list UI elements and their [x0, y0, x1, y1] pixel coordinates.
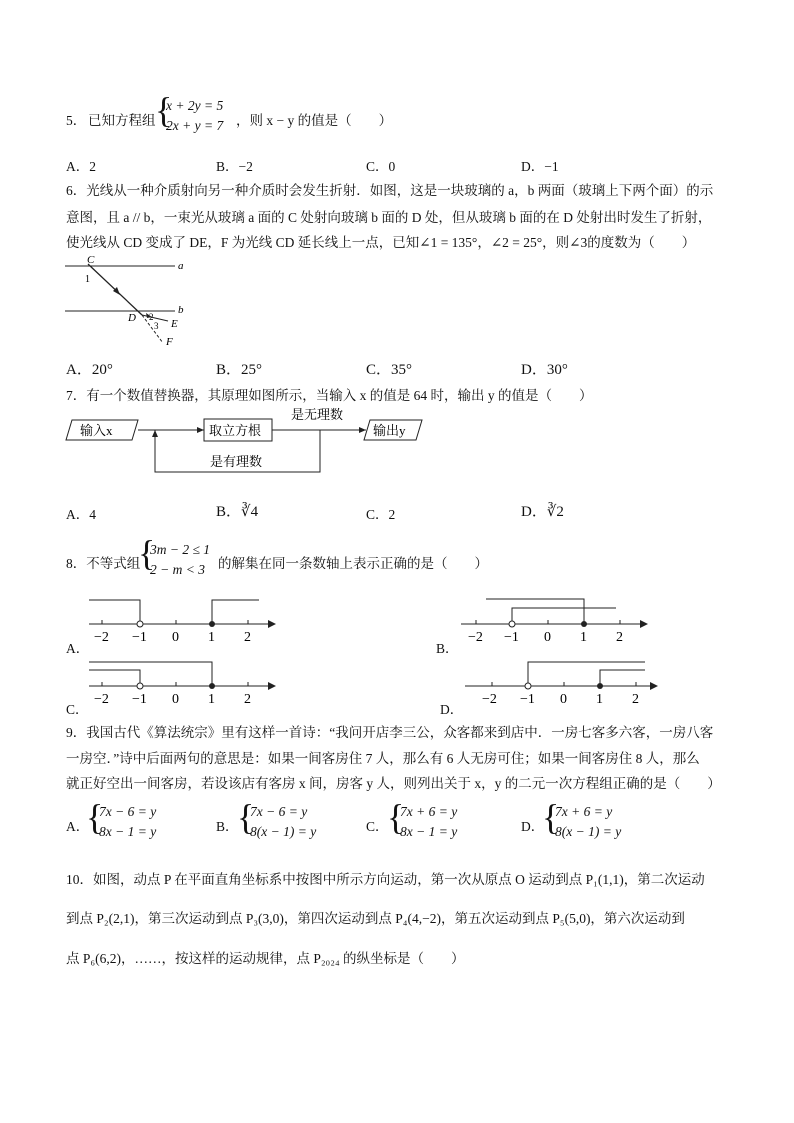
axis-arrow-icon: [650, 682, 658, 690]
q7-option-b[interactable]: B．∛4: [216, 504, 259, 520]
q8-number-line-d[interactable]: [460, 656, 670, 712]
q10-line-3: 点 P₆(6,2)，……，按这样的运动规律，点 P₂₀₂₄ 的纵坐标是（ ）: [66, 951, 465, 966]
svg-text:0: 0: [172, 692, 179, 707]
q8-option-d-label[interactable]: D．: [440, 702, 464, 717]
q6-line-2: 意图，且 a // b，一束光从玻璃 a 面的 C 处射向玻璃 b 面的 D 处，但从玻璃 b 面的在 D 处射出时发生了折射，: [66, 210, 712, 225]
q6-option-d[interactable]: D．30°: [521, 362, 568, 378]
axis-arrow-icon: [268, 682, 276, 690]
q7-option-a[interactable]: A．4: [66, 507, 96, 522]
svg-text:−2: −2: [94, 630, 109, 645]
q9-option-b[interactable]: [250, 802, 316, 842]
q9-a-eq1: 7x − 6 = y: [99, 804, 157, 819]
label-angle-2: 2: [149, 312, 154, 322]
q8-question: 的解集在同一条数轴上表示正确的是（ ）: [218, 556, 488, 571]
q8-eq1: 3m − 2 ≤ 1: [150, 542, 211, 557]
q9-option-d[interactable]: [555, 802, 621, 842]
axis-arrow-icon: [268, 620, 276, 628]
q9-d-eq1: 7x + 6 = y: [555, 804, 613, 819]
rational-label: 是有理数: [210, 454, 263, 469]
q10-line-2: 到点 P₂(2,1)，第三次运动到点 P₃(3,0)，第四次运动到点 P₄(4,−2)，第五次运动到点 P₅(5,0)，第六次运动到: [66, 911, 685, 926]
q10-line-1: 10．如图，动点 P 在平面直角坐标系中按图中所示方向运动，第一次从原点 O 运动到点 P₁(1,1)，第二次运动: [66, 872, 705, 887]
q8-eq2: 2 − m < 3: [150, 562, 205, 577]
q8-system: [150, 540, 210, 580]
svg-text:2: 2: [244, 692, 251, 707]
irrational-label: 是无理数: [291, 407, 344, 422]
svg-text:0: 0: [544, 630, 551, 645]
label-a: a: [178, 260, 184, 272]
q8-number-line-a[interactable]: [84, 594, 284, 650]
q6-line-1: 6．光线从一种介质射向另一种介质时会发生折射．如图，这是一块玻璃的 a，b 两面（玻璃上下两个面）的示: [66, 183, 714, 198]
q5-prompt: 已知方程组: [88, 113, 156, 128]
q9-option-c[interactable]: [400, 802, 457, 842]
label-f: F: [166, 336, 173, 348]
q8-number-line-b[interactable]: [456, 594, 656, 650]
svg-text:−2: −2: [482, 692, 497, 707]
q9-line-2: 一房空．”诗中后面两句的意思是：如果一间客房住 7 人，那么有 6 人无房可住；如果一间客房住 8 人，那么: [66, 751, 700, 766]
q7-question: 7．有一个数值替换器，其原理如图所示，当输入 x 的值是 64 时，输出 y 的值是（ ）: [66, 388, 593, 403]
q9-b-eq2: 8(x − 1) = y: [250, 824, 317, 839]
svg-text:0: 0: [560, 692, 567, 707]
process-label: 取立方根: [209, 423, 262, 438]
label-b: b: [178, 304, 184, 316]
label-angle-3: 3: [154, 321, 159, 331]
svg-text:1: 1: [208, 630, 215, 645]
q9-d-brace: {: [542, 797, 560, 837]
q6-line-3: 使光线从 CD 变成了 DE，F 为光线 CD 延长线上一点，已知∠1 = 135°，∠2 = 25°，则∠3的度数为（ ）: [66, 235, 696, 250]
q5-brace: {: [155, 90, 173, 130]
label-angle-1: 1: [85, 274, 90, 285]
q9-c-brace: {: [387, 797, 405, 837]
svg-text:−2: −2: [94, 692, 109, 707]
q9-line-3: 就正好空出一间客房，若设该店有客房 x 间，房客 y 人，则列出关于 x，y 的二元一次方程组正确的是（ ）: [66, 776, 721, 791]
svg-text:−1: −1: [132, 692, 147, 707]
q5-option-b[interactable]: B．−2: [216, 159, 253, 174]
q9-a-eq2: 8x − 1 = y: [99, 824, 157, 839]
svg-text:−1: −1: [504, 630, 519, 645]
q7-option-d[interactable]: D．∛2: [521, 504, 564, 520]
q5-number: 5．: [66, 113, 87, 128]
q9-option-b-label[interactable]: B．: [216, 819, 239, 834]
svg-text:2: 2: [616, 630, 623, 645]
svg-text:−1: −1: [132, 630, 147, 645]
q5-question: ，则 x − y 的值是（ ）: [236, 113, 393, 128]
q8-option-a-label[interactable]: A．: [66, 641, 90, 656]
label-c: C: [87, 254, 95, 266]
q9-b-eq1: 7x − 6 = y: [250, 804, 308, 819]
arrow-head-3-icon: [152, 430, 158, 437]
q5-option-c[interactable]: C．0: [366, 159, 396, 174]
svg-text:1: 1: [596, 692, 603, 707]
svg-text:2: 2: [244, 630, 251, 645]
label-e: E: [171, 318, 178, 330]
q9-option-c-label[interactable]: C．: [366, 819, 389, 834]
svg-text:−1: −1: [520, 692, 535, 707]
q5-eq2: 2x + y = 7: [166, 118, 224, 133]
q5-system: [166, 96, 223, 136]
q8-number-line-c[interactable]: [84, 656, 284, 712]
q9-d-eq2: 8(x − 1) = y: [555, 824, 622, 839]
axis-arrow-icon: [640, 620, 648, 628]
q6-refraction-figure: [60, 255, 200, 350]
svg-text:1: 1: [580, 630, 587, 645]
svg-text:1: 1: [208, 692, 215, 707]
q6-option-b[interactable]: B．25°: [216, 362, 263, 378]
q8-option-b-label[interactable]: B．: [436, 641, 459, 656]
svg-text:−2: −2: [468, 630, 483, 645]
q9-option-d-label[interactable]: D．: [521, 819, 545, 834]
q5-eq1: x + 2y = 5: [166, 98, 224, 113]
q9-b-brace: {: [237, 797, 255, 837]
ticks: [102, 620, 248, 624]
svg-text:2: 2: [632, 692, 639, 707]
q9-option-a-label[interactable]: A．: [66, 819, 90, 834]
q8-number: 8．不等式组: [66, 556, 141, 571]
arrow-head-2-icon: [359, 427, 366, 433]
q5-option-a[interactable]: A．2: [66, 159, 96, 174]
q9-a-brace: {: [86, 797, 104, 837]
q9-c-eq2: 8x − 1 = y: [400, 824, 458, 839]
q6-option-c[interactable]: C．35°: [366, 362, 413, 378]
q8-option-c-label[interactable]: C．: [66, 702, 89, 717]
input-label: 输入x: [80, 423, 113, 438]
q9-c-eq1: 7x + 6 = y: [400, 804, 458, 819]
q9-option-a[interactable]: [99, 802, 156, 842]
q7-flowchart: [60, 402, 440, 482]
label-d: D: [128, 312, 136, 324]
output-label: 输出y: [373, 423, 406, 438]
q8-brace: {: [138, 533, 156, 573]
q7-option-c[interactable]: C．2: [366, 507, 396, 522]
arrow-head-1-icon: [197, 427, 204, 433]
q9-line-1: 9．我国古代《算法统宗》里有这样一首诗：“我问开店李三公，众客都来到店中．一房七客多六客，一房八客: [66, 725, 714, 740]
q6-option-a[interactable]: A．20°: [66, 362, 113, 378]
q5-option-d[interactable]: D．−1: [521, 159, 559, 174]
svg-text:0: 0: [172, 630, 179, 645]
